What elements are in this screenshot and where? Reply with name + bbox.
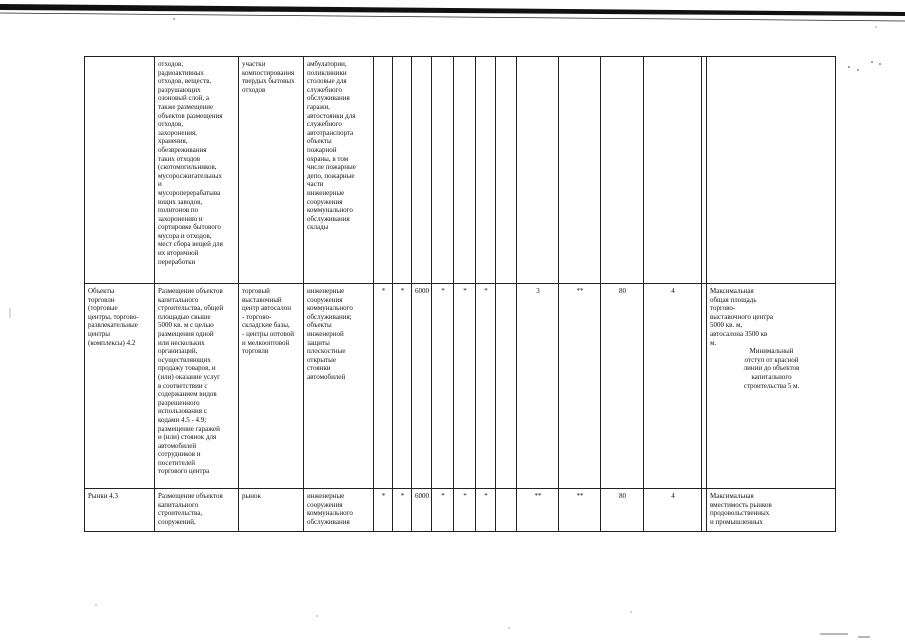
conditional-use-cell: торговый выставочный центр автосалон - торгово- складские базы, - центры оптовой и мелкооптовой торговли bbox=[239, 284, 304, 489]
param-cell: 6000 bbox=[412, 284, 432, 489]
conditional-use-cell: участки компостирования твердых бытовых отходов bbox=[239, 57, 304, 284]
use-type-cell: Рынки 4.3 bbox=[85, 489, 155, 532]
main-use-cell: Размещение объектов капитального строительства, сооружений, bbox=[155, 489, 239, 532]
param-cell bbox=[644, 57, 702, 284]
param-cell: * bbox=[432, 284, 454, 489]
param-cell: * bbox=[393, 284, 412, 489]
auxiliary-use-cell: амбулатории, поликлиники столовые для служебного обслуживания гаражи, автостоянки для служебного автотранспорта объекты пожарной охраны, в том числе пожарные депо, пожарные части инженерные сооружения коммунального обслуживания склады bbox=[304, 57, 374, 284]
param-cell: * bbox=[454, 284, 476, 489]
param-cell bbox=[393, 57, 412, 284]
param-cell: * bbox=[393, 489, 412, 532]
param-cell bbox=[476, 57, 496, 284]
param-cell bbox=[559, 57, 601, 284]
notes-cell: Максимальная вместимость рынков продовольственных и промышленных bbox=[707, 489, 836, 532]
param-cell: * bbox=[476, 284, 496, 489]
param-cell: ** bbox=[559, 284, 601, 489]
table-row bbox=[85, 57, 836, 284]
notes-min-setback: Минимальный отступ от красной линии до объектов капитального строительства 5 м. bbox=[743, 347, 800, 390]
param-cell bbox=[412, 57, 432, 284]
param-cell: * bbox=[432, 489, 454, 532]
use-type-cell: Объекты торговли (торговые центры, торгово- развлекательные центры (комплексы) 4.2 bbox=[85, 284, 155, 489]
param-cell bbox=[496, 489, 517, 532]
use-type-cell bbox=[85, 57, 155, 284]
table-row bbox=[85, 284, 836, 489]
param-cell bbox=[601, 57, 644, 284]
param-cell: * bbox=[476, 489, 496, 532]
notes-cell bbox=[707, 57, 836, 284]
param-cell: 4 bbox=[644, 489, 702, 532]
main-use-cell: отходов, радиоактивных отходов, веществ, разрушающих озоновый слой, а также размещение объектов размещения отходов, захоронения, хранения, обезвреживания таких отходов (скотомогильников, мусоросжигательных и мусороперерабатыва ющих заводов, полигонов по захоронению и сортировке бытового мусора и отходов, мест сбора вещей для их вторичной переработки bbox=[155, 57, 239, 284]
land-use-regulations-table bbox=[84, 56, 836, 532]
auxiliary-use-cell: инженерные сооружения коммунального обслуживания bbox=[304, 489, 374, 532]
param-cell: ** bbox=[517, 489, 559, 532]
param-cell bbox=[374, 57, 393, 284]
param-cell: * bbox=[374, 489, 393, 532]
param-cell bbox=[517, 57, 559, 284]
param-cell: 80 bbox=[601, 489, 644, 532]
scan-edge-bar bbox=[0, 4, 905, 22]
param-cell: * bbox=[454, 489, 476, 532]
param-cell: 4 bbox=[644, 284, 702, 489]
table-row bbox=[85, 489, 836, 532]
main-use-cell: Размещение объектов капитального строительства, общей площадью свыше 5000 кв. м с целью размещения одной или нескольких организаций, осуществляющих продажу товаров, и (или) оказание услуг в соответствии с содержанием видов разрешенного использования с кодами 4.5 - 4.9; размещение гаражей и (или) стоянок для автомобилей сотрудников и посетителей торгового центра bbox=[155, 284, 239, 489]
param-cell bbox=[454, 57, 476, 284]
param-cell bbox=[432, 57, 454, 284]
param-cell bbox=[496, 57, 517, 284]
param-cell: * bbox=[374, 284, 393, 489]
conditional-use-cell: рынок bbox=[239, 489, 304, 532]
param-cell: ** bbox=[559, 489, 601, 532]
param-cell: 6000 bbox=[412, 489, 432, 532]
notes-cell bbox=[707, 284, 836, 489]
param-cell: 3 bbox=[517, 284, 559, 489]
auxiliary-use-cell: инженерные сооружения коммунального обслуживания; объекты инженерной защиты плоскостные открытые стоянки автомобилей bbox=[304, 284, 374, 489]
notes-max-area: Максимальная общая площадь торгово- выставочного центра 5000 кв. м, автосалона 3500 кв м. bbox=[710, 287, 774, 347]
param-cell: 80 bbox=[601, 284, 644, 489]
param-cell bbox=[496, 284, 517, 489]
